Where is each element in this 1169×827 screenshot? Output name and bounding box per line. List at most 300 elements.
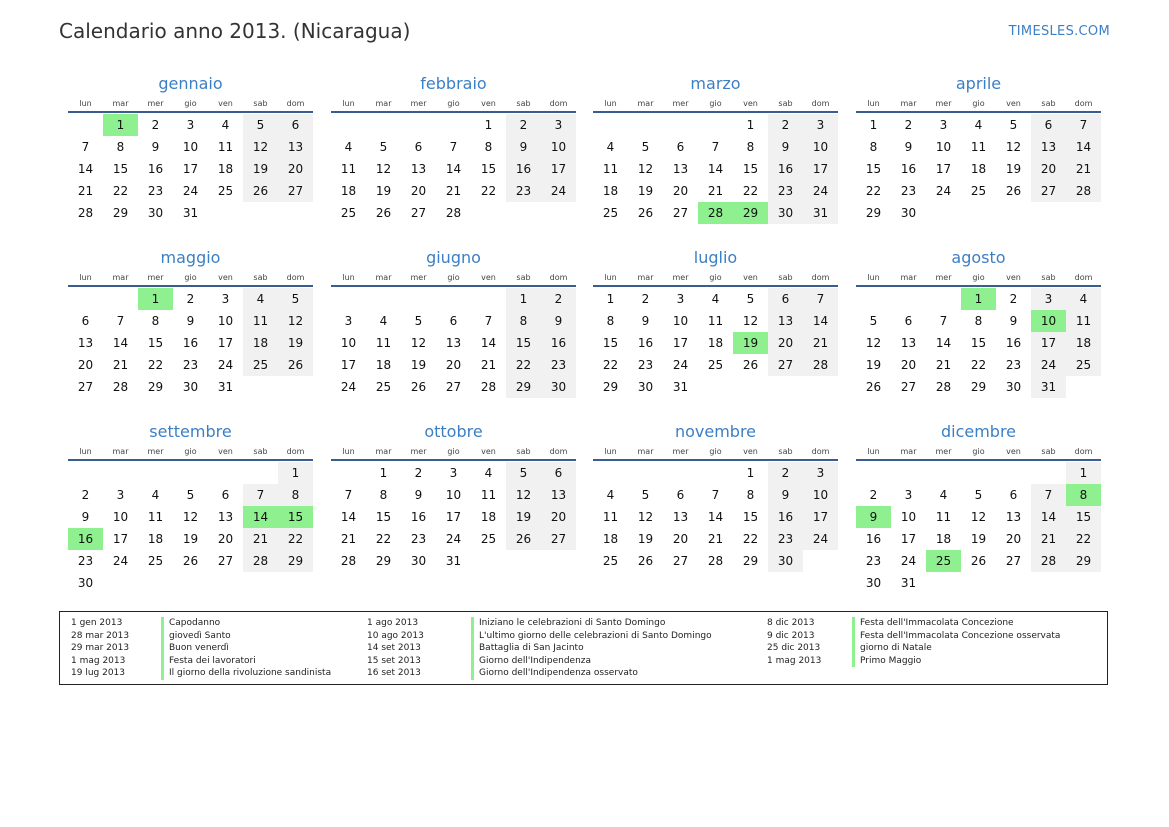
day-cell: 10 bbox=[112, 510, 129, 524]
day-cell: 21 bbox=[1066, 158, 1101, 180]
empty-cell bbox=[926, 462, 961, 484]
day-cell: 5 bbox=[278, 288, 313, 310]
day-cell: 28 bbox=[707, 554, 724, 568]
day-cell: 11 bbox=[935, 510, 952, 524]
day-cell: 17 bbox=[217, 336, 234, 350]
day-cell: 13 bbox=[217, 510, 234, 524]
weekday-label: gio bbox=[709, 99, 722, 108]
weekday-label: ven bbox=[481, 99, 496, 108]
holiday-date: 1 mag 2013 bbox=[71, 655, 126, 666]
day-cell: 12 bbox=[637, 510, 654, 524]
day-cell: 3 bbox=[676, 292, 685, 306]
day-cell: 20 bbox=[672, 184, 689, 198]
legend-names-column bbox=[169, 617, 331, 680]
day-cell: 2 bbox=[641, 292, 650, 306]
day-cell: 2 bbox=[1009, 292, 1018, 306]
empty-cell bbox=[173, 462, 208, 484]
weekday-label: mar bbox=[112, 99, 129, 108]
day-cell: 22 bbox=[112, 184, 129, 198]
day-cell: 15 bbox=[480, 162, 497, 176]
empty-cell bbox=[208, 462, 243, 484]
day-cell: 28 bbox=[340, 554, 357, 568]
day-cell: 21 bbox=[935, 358, 952, 372]
day-cell: 5 bbox=[974, 488, 983, 502]
day-cell: 14 bbox=[112, 336, 129, 350]
day-cell: 6 bbox=[414, 140, 423, 154]
day-cell: 12 bbox=[1005, 140, 1022, 154]
empty-cell bbox=[68, 288, 103, 310]
day-cell: 24 bbox=[803, 528, 838, 550]
holiday-date: 8 dic 2013 bbox=[767, 618, 815, 628]
day-cell: 27 bbox=[1031, 180, 1066, 202]
day-cell: 23 bbox=[1005, 358, 1022, 372]
month-divider bbox=[331, 111, 576, 113]
weekday-label: ven bbox=[1006, 447, 1021, 456]
day-cell: 14 bbox=[480, 336, 497, 350]
day-cell: 15 bbox=[865, 162, 882, 176]
month-name: aprile bbox=[955, 74, 1002, 93]
day-grid bbox=[68, 462, 313, 594]
day-cell: 31 bbox=[672, 380, 689, 394]
day-cell: 29 bbox=[506, 376, 541, 398]
day-cell: 5 bbox=[641, 140, 650, 154]
month-ottobre bbox=[331, 421, 576, 572]
day-cell: 1 bbox=[746, 118, 755, 132]
holiday-name: Capodanno bbox=[169, 618, 221, 628]
day-cell: 15 bbox=[147, 336, 164, 350]
day-cell: 23 bbox=[182, 358, 199, 372]
weekday-header bbox=[593, 270, 838, 285]
day-cell: 30 bbox=[637, 380, 654, 394]
day-cell: 16 bbox=[768, 158, 803, 180]
weekday-header bbox=[68, 444, 313, 459]
empty-cell bbox=[331, 462, 366, 484]
day-cell: 30 bbox=[147, 206, 164, 220]
day-grid bbox=[593, 288, 838, 398]
weekday-header bbox=[856, 444, 1101, 459]
day-cell: 7 bbox=[711, 488, 720, 502]
weekday-label: gio bbox=[972, 273, 985, 282]
month-divider bbox=[856, 111, 1101, 113]
day-cell: 9 bbox=[641, 314, 650, 328]
day-cell: 27 bbox=[77, 380, 94, 394]
day-cell: 4 bbox=[711, 292, 720, 306]
day-cell: 19 bbox=[375, 184, 392, 198]
day-cell: 28 bbox=[112, 380, 129, 394]
day-cell: 26 bbox=[970, 554, 987, 568]
day-cell: 19 bbox=[865, 358, 882, 372]
day-cell: 20 bbox=[77, 358, 94, 372]
day-cell: 17 bbox=[541, 158, 576, 180]
weekday-label: lun bbox=[342, 447, 355, 456]
day-cell: 2 bbox=[414, 466, 423, 480]
day-cell: 26 bbox=[182, 554, 199, 568]
day-cell: 3 bbox=[186, 118, 195, 132]
legend-dates-column bbox=[767, 617, 821, 667]
holiday-date: 1 gen 2013 bbox=[71, 618, 123, 628]
day-cell: 25 bbox=[707, 358, 724, 372]
holiday-name: Primo Maggio bbox=[860, 655, 922, 666]
day-cell: 12 bbox=[375, 162, 392, 176]
weekday-header bbox=[856, 96, 1101, 111]
day-cell: 11 bbox=[480, 488, 497, 502]
holiday-name: Giorno dell'Indipendenza osservato bbox=[479, 668, 638, 678]
day-cell: 29 bbox=[970, 380, 987, 394]
day-cell: 10 bbox=[541, 136, 576, 158]
day-cell: 3 bbox=[904, 488, 913, 502]
day-cell: 24 bbox=[803, 180, 838, 202]
day-cell: 30 bbox=[865, 576, 882, 590]
day-cell: 13 bbox=[768, 310, 803, 332]
empty-cell bbox=[436, 288, 471, 310]
day-cell: 22 bbox=[1066, 528, 1101, 550]
day-cell: 9 bbox=[768, 484, 803, 506]
day-cell: 16 bbox=[1005, 336, 1022, 350]
empty-cell bbox=[961, 462, 996, 484]
day-cell: 13 bbox=[77, 336, 94, 350]
day-cell: 18 bbox=[970, 162, 987, 176]
empty-cell bbox=[663, 462, 698, 484]
day-cell: 3 bbox=[449, 466, 458, 480]
day-cell: 2 bbox=[186, 292, 195, 306]
day-cell: 19 bbox=[243, 158, 278, 180]
empty-cell bbox=[471, 288, 506, 310]
weekday-header bbox=[68, 270, 313, 285]
weekday-label: mar bbox=[637, 447, 654, 456]
day-cell: 20 bbox=[900, 358, 917, 372]
day-cell: 15 bbox=[742, 510, 759, 524]
weekday-label: sab bbox=[253, 447, 268, 456]
day-grid bbox=[331, 114, 576, 224]
holiday-name: Il giorno della rivoluzione sandinista bbox=[169, 668, 332, 678]
day-cell: 23 bbox=[637, 358, 654, 372]
holiday-name: L'ultimo giorno delle celebrazioni di Santo Domingo bbox=[479, 630, 712, 641]
day-cell: 31 bbox=[900, 576, 917, 590]
day-cell: 9 bbox=[1009, 314, 1018, 328]
day-cell: 20 bbox=[541, 506, 576, 528]
day-cell: 20 bbox=[768, 332, 803, 354]
holiday-day-cell: 15 bbox=[278, 506, 313, 528]
day-cell: 22 bbox=[742, 532, 759, 546]
day-cell: 4 bbox=[344, 140, 353, 154]
day-cell: 31 bbox=[182, 206, 199, 220]
day-cell: 19 bbox=[506, 506, 541, 528]
weekday-label: lun bbox=[604, 447, 617, 456]
weekday-label: sab bbox=[778, 99, 793, 108]
day-cell: 23 bbox=[77, 554, 94, 568]
weekday-label: mer bbox=[935, 447, 952, 456]
weekday-label: ven bbox=[481, 273, 496, 282]
day-cell: 23 bbox=[410, 532, 427, 546]
weekday-label: dom bbox=[811, 273, 830, 282]
holiday-date: 16 set 2013 bbox=[367, 668, 421, 678]
day-cell: 22 bbox=[742, 184, 759, 198]
day-cell: 27 bbox=[410, 206, 427, 220]
empty-cell bbox=[663, 114, 698, 136]
month-name: novembre bbox=[674, 422, 757, 441]
empty-cell bbox=[366, 288, 401, 310]
legend-names-column bbox=[860, 617, 1060, 667]
day-cell: 3 bbox=[1031, 288, 1066, 310]
day-cell: 5 bbox=[186, 488, 195, 502]
day-cell: 15 bbox=[506, 332, 541, 354]
weekday-label: mer bbox=[410, 273, 427, 282]
weekday-label: sab bbox=[253, 273, 268, 282]
day-cell: 15 bbox=[1066, 506, 1101, 528]
day-cell: 9 bbox=[186, 314, 195, 328]
day-cell: 29 bbox=[865, 206, 882, 220]
weekday-label: ven bbox=[218, 273, 233, 282]
day-cell: 18 bbox=[602, 184, 619, 198]
day-cell: 10 bbox=[217, 314, 234, 328]
day-cell: 24 bbox=[541, 180, 576, 202]
day-cell: 17 bbox=[445, 510, 462, 524]
day-cell: 8 bbox=[746, 140, 755, 154]
day-cell: 23 bbox=[541, 354, 576, 376]
weekday-label: lun bbox=[604, 99, 617, 108]
weekday-header bbox=[68, 96, 313, 111]
day-cell: 10 bbox=[340, 336, 357, 350]
day-cell: 15 bbox=[742, 162, 759, 176]
day-cell: 30 bbox=[410, 554, 427, 568]
day-cell: 12 bbox=[182, 510, 199, 524]
day-cell: 19 bbox=[637, 184, 654, 198]
day-cell: 24 bbox=[112, 554, 129, 568]
day-cell: 13 bbox=[278, 136, 313, 158]
day-cell: 24 bbox=[935, 184, 952, 198]
weekday-label: dom bbox=[549, 99, 568, 108]
day-cell: 2 bbox=[506, 114, 541, 136]
day-cell: 13 bbox=[445, 336, 462, 350]
month-luglio bbox=[593, 247, 838, 398]
day-cell: 8 bbox=[379, 488, 388, 502]
month-divider bbox=[593, 459, 838, 461]
day-cell: 30 bbox=[541, 376, 576, 398]
holiday-day-cell: 1 bbox=[961, 288, 996, 310]
day-cell: 6 bbox=[768, 288, 803, 310]
day-grid bbox=[593, 462, 838, 572]
day-cell: 12 bbox=[637, 162, 654, 176]
holiday-day-cell: 10 bbox=[1031, 310, 1066, 332]
day-cell: 17 bbox=[340, 358, 357, 372]
month-name: marzo bbox=[690, 74, 741, 93]
weekday-label: lun bbox=[867, 447, 880, 456]
day-cell: 25 bbox=[340, 206, 357, 220]
day-cell: 28 bbox=[803, 354, 838, 376]
day-grid bbox=[331, 462, 576, 572]
day-cell: 25 bbox=[970, 184, 987, 198]
weekday-label: gio bbox=[184, 273, 197, 282]
day-cell: 28 bbox=[1031, 550, 1066, 572]
day-cell: 9 bbox=[506, 136, 541, 158]
holiday-name: Giorno dell'Indipendenza bbox=[479, 655, 592, 666]
weekday-label: mar bbox=[112, 273, 129, 282]
day-cell: 4 bbox=[379, 314, 388, 328]
day-cell: 12 bbox=[243, 136, 278, 158]
day-cell: 15 bbox=[375, 510, 392, 524]
day-cell: 24 bbox=[217, 358, 234, 372]
month-name: ottobre bbox=[424, 422, 483, 441]
month-name: febbraio bbox=[420, 74, 487, 93]
day-cell: 6 bbox=[278, 114, 313, 136]
day-cell: 21 bbox=[803, 332, 838, 354]
brand-link[interactable]: TIMESLES.COM bbox=[1008, 24, 1110, 39]
day-cell: 15 bbox=[112, 162, 129, 176]
day-cell: 12 bbox=[970, 510, 987, 524]
day-cell: 24 bbox=[445, 532, 462, 546]
day-cell: 26 bbox=[278, 354, 313, 376]
day-cell: 24 bbox=[672, 358, 689, 372]
day-cell: 3 bbox=[116, 488, 125, 502]
day-cell: 5 bbox=[506, 462, 541, 484]
day-cell: 30 bbox=[768, 202, 803, 224]
weekday-label: dom bbox=[1074, 273, 1093, 282]
day-cell: 7 bbox=[344, 488, 353, 502]
day-cell: 28 bbox=[1066, 180, 1101, 202]
weekday-label: mar bbox=[375, 99, 392, 108]
day-cell: 5 bbox=[641, 488, 650, 502]
day-cell: 4 bbox=[606, 488, 615, 502]
day-grid bbox=[856, 462, 1101, 594]
weekday-label: mar bbox=[637, 99, 654, 108]
holiday-date: 28 mar 2013 bbox=[71, 630, 130, 641]
holiday-day-cell: 28 bbox=[698, 202, 733, 224]
day-cell: 13 bbox=[541, 484, 576, 506]
day-cell: 11 bbox=[375, 336, 392, 350]
empty-cell bbox=[243, 462, 278, 484]
weekday-label: dom bbox=[811, 99, 830, 108]
day-cell: 18 bbox=[217, 162, 234, 176]
holiday-date: 15 set 2013 bbox=[367, 655, 421, 666]
month-name: agosto bbox=[951, 248, 1006, 267]
holiday-name: Festa dell'Immacolata Concezione osservata bbox=[860, 630, 1061, 641]
weekday-label: lun bbox=[867, 273, 880, 282]
weekday-label: mer bbox=[935, 273, 952, 282]
day-cell: 5 bbox=[414, 314, 423, 328]
day-cell: 29 bbox=[602, 380, 619, 394]
day-cell: 21 bbox=[243, 528, 278, 550]
empty-cell bbox=[628, 462, 663, 484]
month-name: dicembre bbox=[940, 422, 1017, 441]
day-cell: 6 bbox=[221, 488, 230, 502]
day-cell: 29 bbox=[147, 380, 164, 394]
day-cell: 18 bbox=[1066, 332, 1101, 354]
holiday-color-marker bbox=[852, 617, 855, 667]
day-cell: 11 bbox=[602, 510, 619, 524]
empty-cell bbox=[331, 114, 366, 136]
day-cell: 9 bbox=[81, 510, 90, 524]
weekday-label: gio bbox=[184, 99, 197, 108]
day-cell: 7 bbox=[484, 314, 493, 328]
weekday-label: ven bbox=[218, 447, 233, 456]
day-cell: 1 bbox=[379, 466, 388, 480]
day-cell: 4 bbox=[151, 488, 160, 502]
day-cell: 20 bbox=[445, 358, 462, 372]
day-cell: 23 bbox=[900, 184, 917, 198]
empty-cell bbox=[698, 114, 733, 136]
month-divider bbox=[593, 285, 838, 287]
day-cell: 12 bbox=[865, 336, 882, 350]
day-cell: 21 bbox=[340, 532, 357, 546]
holiday-name: giovedì Santo bbox=[169, 630, 231, 641]
day-cell: 6 bbox=[81, 314, 90, 328]
day-cell: 9 bbox=[904, 140, 913, 154]
weekday-label: lun bbox=[79, 447, 92, 456]
day-cell: 26 bbox=[1005, 184, 1022, 198]
day-cell: 4 bbox=[606, 140, 615, 154]
day-cell: 30 bbox=[768, 550, 803, 572]
day-cell: 7 bbox=[939, 314, 948, 328]
day-cell: 11 bbox=[147, 510, 164, 524]
day-cell: 14 bbox=[935, 336, 952, 350]
holiday-name: Festa dei lavoratori bbox=[169, 655, 256, 666]
day-cell: 14 bbox=[340, 510, 357, 524]
day-cell: 23 bbox=[768, 528, 803, 550]
month-settembre bbox=[68, 421, 313, 594]
day-cell: 5 bbox=[869, 314, 878, 328]
day-cell: 26 bbox=[742, 358, 759, 372]
weekday-label: gio bbox=[972, 447, 985, 456]
day-cell: 8 bbox=[606, 314, 615, 328]
day-cell: 6 bbox=[904, 314, 913, 328]
weekday-label: dom bbox=[1074, 447, 1093, 456]
holiday-day-cell: 19 bbox=[733, 332, 768, 354]
day-cell: 19 bbox=[278, 332, 313, 354]
day-cell: 24 bbox=[182, 184, 199, 198]
empty-cell bbox=[593, 114, 628, 136]
day-cell: 23 bbox=[506, 180, 541, 202]
day-cell: 17 bbox=[672, 336, 689, 350]
day-cell: 10 bbox=[672, 314, 689, 328]
day-cell: 25 bbox=[243, 354, 278, 376]
day-cell: 13 bbox=[900, 336, 917, 350]
weekday-label: dom bbox=[549, 273, 568, 282]
month-aprile bbox=[856, 73, 1101, 224]
day-cell: 2 bbox=[151, 118, 160, 132]
day-cell: 6 bbox=[541, 462, 576, 484]
day-cell: 18 bbox=[147, 532, 164, 546]
day-cell: 16 bbox=[900, 162, 917, 176]
day-cell: 11 bbox=[217, 140, 234, 154]
day-cell: 10 bbox=[935, 140, 952, 154]
day-cell: 18 bbox=[340, 184, 357, 198]
day-cell: 18 bbox=[602, 532, 619, 546]
day-cell: 25 bbox=[602, 554, 619, 568]
day-cell: 1 bbox=[869, 118, 878, 132]
day-cell: 16 bbox=[182, 336, 199, 350]
weekday-label: dom bbox=[286, 273, 305, 282]
weekday-label: mar bbox=[375, 447, 392, 456]
day-cell: 8 bbox=[869, 140, 878, 154]
weekday-header bbox=[856, 270, 1101, 285]
day-grid bbox=[856, 288, 1101, 398]
day-cell: 8 bbox=[974, 314, 983, 328]
page-title: Calendario anno 2013. (Nicaragua) bbox=[59, 19, 411, 43]
day-cell: 23 bbox=[147, 184, 164, 198]
day-cell: 17 bbox=[935, 162, 952, 176]
day-cell: 11 bbox=[1066, 310, 1101, 332]
holiday-color-marker bbox=[471, 617, 474, 680]
day-cell: 28 bbox=[480, 380, 497, 394]
day-cell: 20 bbox=[1031, 158, 1066, 180]
weekday-label: gio bbox=[447, 99, 460, 108]
day-cell: 24 bbox=[900, 554, 917, 568]
day-grid bbox=[331, 288, 576, 398]
weekday-label: lun bbox=[342, 99, 355, 108]
day-cell: 1 bbox=[484, 118, 493, 132]
weekday-header bbox=[331, 270, 576, 285]
day-grid bbox=[68, 114, 313, 224]
